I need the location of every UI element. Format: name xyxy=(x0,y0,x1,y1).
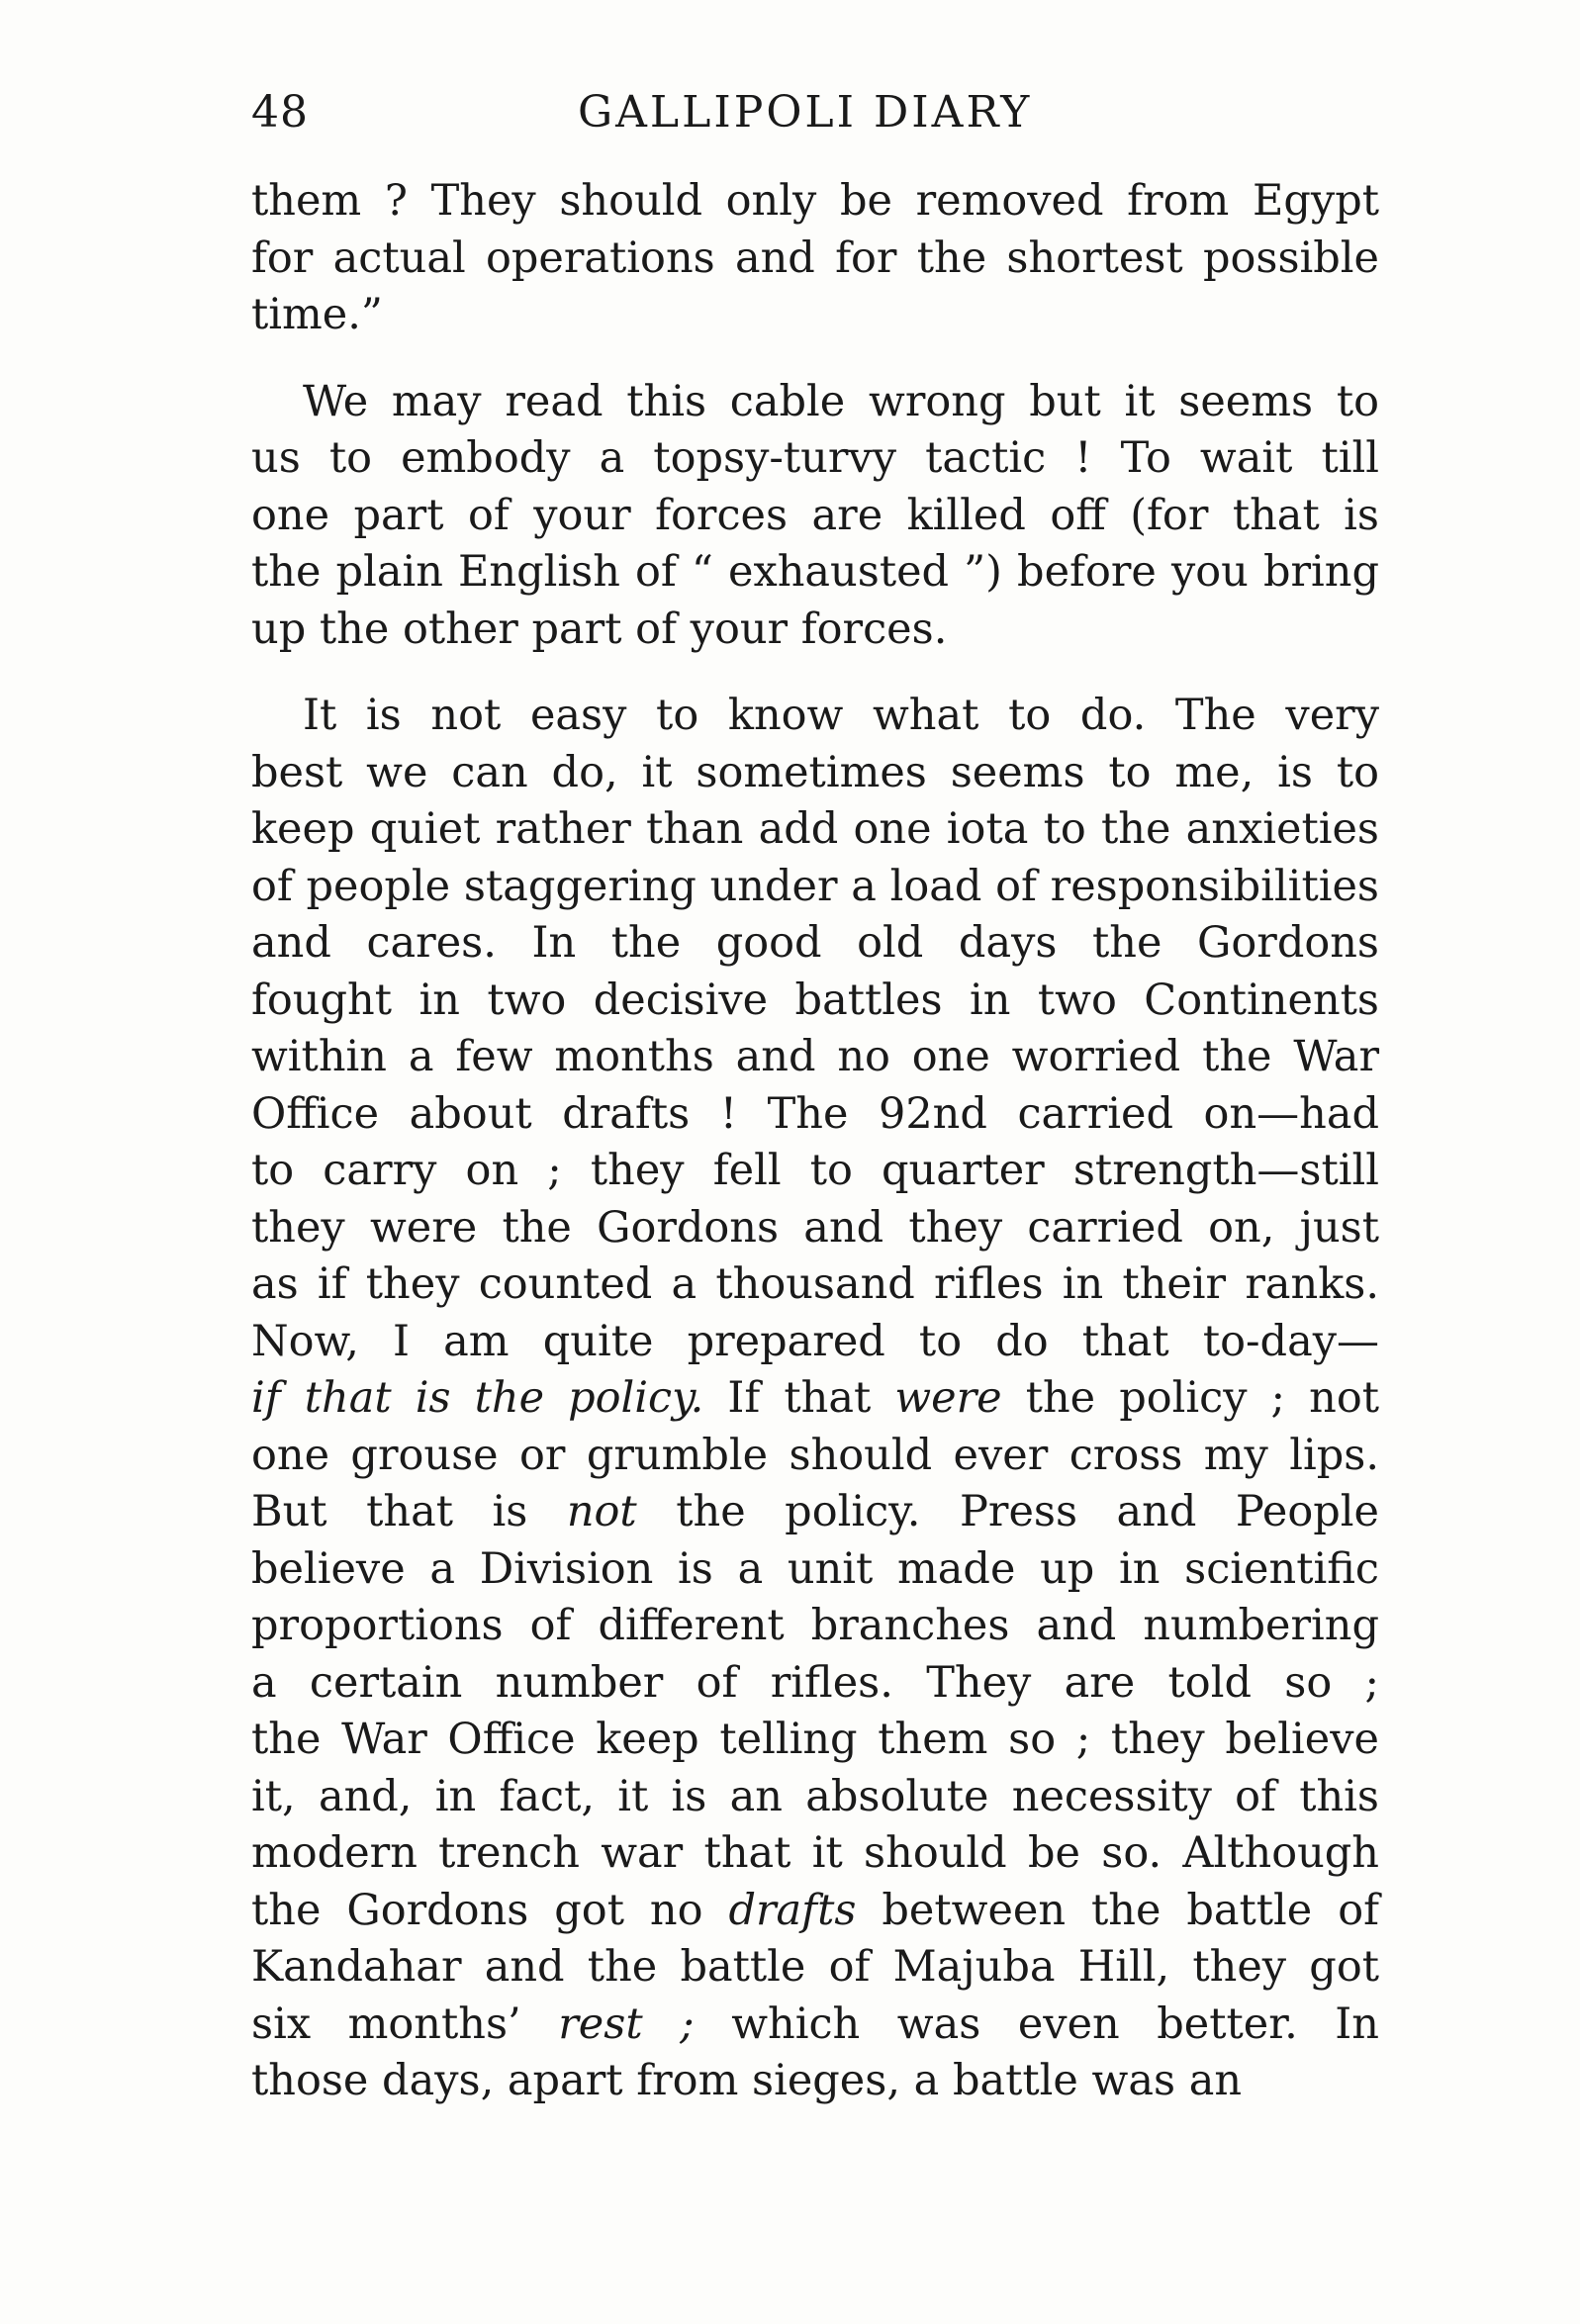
text-line: to carry on ; they fell to quarter strength—still xyxy=(251,1146,1379,1195)
text-segment: between the battle of xyxy=(856,1885,1380,1935)
text-segment: the Gordons got no xyxy=(251,1885,729,1935)
text-line: those days, apart from sieges, a battle was an xyxy=(251,2056,1243,2105)
italic-text: were xyxy=(894,1373,1002,1423)
italic-text: rest ; xyxy=(558,1999,695,2049)
text-line: for actual operations and for the shortest possible xyxy=(251,232,1379,283)
text-line: within a few months and no one worried the War xyxy=(251,1032,1379,1081)
paragraph xyxy=(251,688,1379,2110)
text-line: one grouse or grumble should ever cross my lips. xyxy=(251,1430,1379,1480)
text-line: one part of your forces are killed off (for that is xyxy=(251,490,1379,540)
text-line: best we can do, it sometimes seems to me, is to xyxy=(251,747,1379,797)
italic-text: drafts xyxy=(728,1885,857,1935)
text-line: believe a Division is a unit made up in scientific xyxy=(251,1543,1379,1594)
text-segment: If that xyxy=(703,1373,895,1423)
text-line: it, and, in fact, it is an absolute necessity of this xyxy=(251,1771,1379,1821)
text-segment: the policy. Press and People xyxy=(636,1487,1379,1536)
text-segment: the policy ; not xyxy=(1001,1373,1379,1423)
italic-text: if that is the policy. xyxy=(251,1373,704,1423)
text-line xyxy=(251,1997,1379,2054)
text-line: proportions of different branches and numbering xyxy=(251,1601,1379,1650)
text-line: keep quiet rather than add one iota to the anxieties xyxy=(251,804,1379,854)
italic-text: not xyxy=(566,1487,637,1536)
text-line: It is not easy to know what to do. The very xyxy=(303,691,1379,740)
text-line: Kandahar and the battle of Majuba Hill, they got xyxy=(251,1942,1379,1992)
text-line: us to embody a topsy-turvy tactic ! To wait till xyxy=(251,433,1379,483)
text-line xyxy=(251,1883,1379,1940)
text-line: and cares. In the good old days the Gordons xyxy=(251,918,1379,968)
text-segment: six months’ xyxy=(251,1999,559,2049)
body-text xyxy=(251,173,1379,2110)
paragraph xyxy=(251,173,1379,344)
text-line: a certain number of rifles. They are told so ; xyxy=(251,1657,1379,1708)
text-line: fought in two decisive battles in two Continents xyxy=(251,975,1379,1025)
text-line: Now, I am quite prepared to do that to-day— xyxy=(251,1316,1379,1366)
text-line: modern trench war that it should be so. Although xyxy=(251,1828,1379,1878)
text-line: them ? They should only be removed from Egypt xyxy=(251,176,1379,226)
text-line: the War Office keep telling them so ; they believe xyxy=(251,1715,1379,1764)
page-number: 48 xyxy=(251,87,309,138)
text-line: up the other part of your forces. xyxy=(251,604,948,654)
text-line xyxy=(251,1370,1379,1428)
text-line: We may read this cable wrong but it seems to xyxy=(303,376,1379,426)
text-line: the plain English of “ exhausted ”) before you bring xyxy=(251,547,1379,597)
text-line: they were the Gordons and they carried on, just xyxy=(251,1202,1379,1253)
running-title: GALLIPOLI DIARY xyxy=(578,87,1033,138)
text-line: time.” xyxy=(251,290,383,339)
text-segment: which was even better. In xyxy=(694,1999,1379,2049)
paragraph xyxy=(251,374,1379,659)
running-head xyxy=(251,87,1379,156)
text-segment: But that is xyxy=(251,1487,567,1536)
text-line xyxy=(251,1484,1379,1541)
text-line: of people staggering under a load of responsibilities xyxy=(251,861,1379,911)
text-line: Office about drafts ! The 92nd carried on—had xyxy=(251,1088,1379,1139)
text-line: as if they counted a thousand rifles in their ranks. xyxy=(251,1259,1379,1309)
